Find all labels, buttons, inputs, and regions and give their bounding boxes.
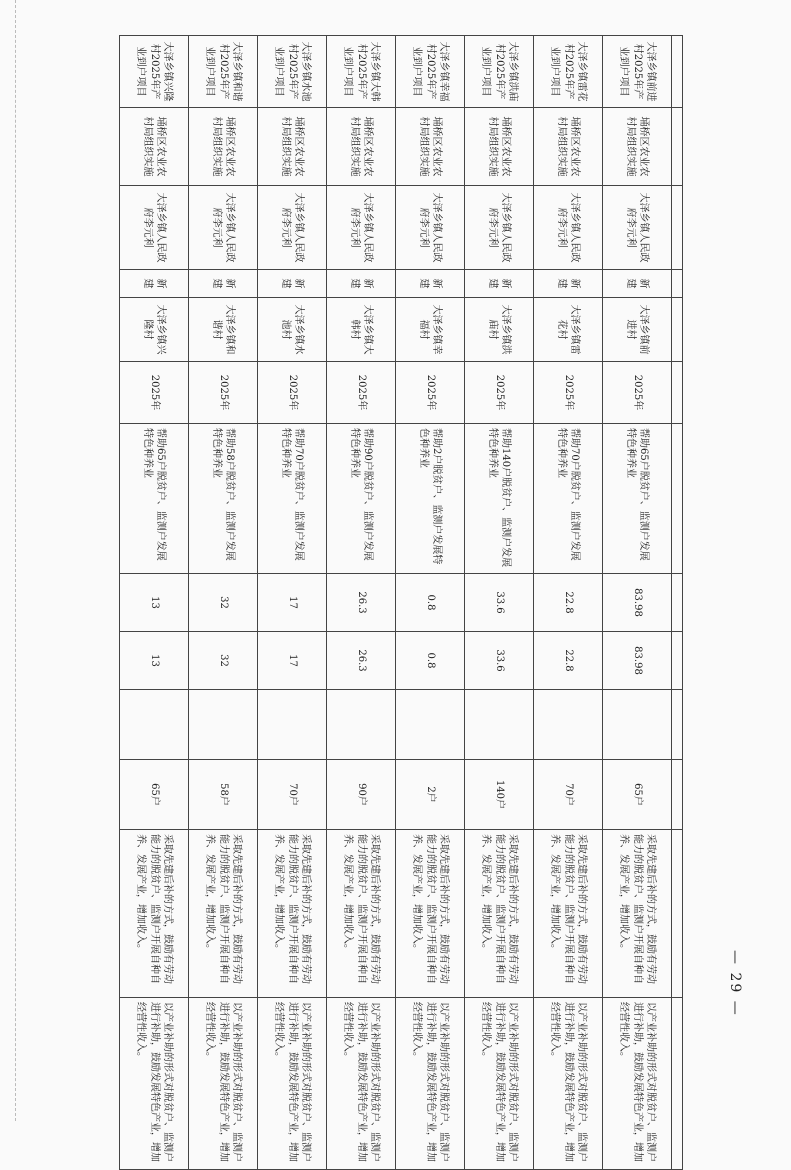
header-strip-cell	[672, 298, 683, 362]
table-header-strip	[672, 36, 683, 1170]
header-strip-cell	[672, 574, 683, 632]
table-row	[327, 36, 396, 1170]
location-cell: 大泽乡镇大韩村	[327, 298, 396, 362]
performance-goal-cell: 以产业补助的形式对脱贫户、监测户进行补助，鼓励发展特色产业，增加经营性收入。	[465, 998, 534, 1170]
completion-year-cell: 2025年	[465, 362, 534, 424]
location-cell: 大泽乡镇雷花村	[534, 298, 603, 362]
construction-type-cell: 新建	[465, 270, 534, 298]
page-edge-divider	[15, 0, 16, 1121]
project-name-cell: 大泽乡镇水池村2025年产业到户项目	[258, 36, 327, 108]
header-strip-cell	[672, 632, 683, 690]
fiscal-fund-cell: 22.8	[534, 632, 603, 690]
header-strip-cell	[672, 830, 683, 998]
table-row	[258, 36, 327, 1170]
construction-content-cell: 帮助70户脱贫户、监测户发展特色种养业	[534, 424, 603, 574]
location-cell: 大泽乡镇和谐村	[189, 298, 258, 362]
responsible-person-cell: 大泽乡镇人民政府李元利	[603, 186, 672, 270]
benefit-mechanism-cell: 采取先建后补的方式，鼓励有劳动能力的脱贫户、监测户开展自种自养、发展产业，增加收入。	[120, 830, 189, 998]
total-investment-cell: 22.8	[534, 574, 603, 632]
responsible-person-cell: 大泽乡镇人民政府李元利	[189, 186, 258, 270]
project-table	[119, 35, 683, 1170]
construction-type-cell: 新建	[534, 270, 603, 298]
header-strip-cell	[672, 362, 683, 424]
other-fund-cell	[189, 690, 258, 760]
other-fund-cell	[465, 690, 534, 760]
benefit-mechanism-cell: 采取先建后补的方式，鼓励有劳动能力的脱贫户、监测户开展自种自养、发展产业，增加收入。	[396, 830, 465, 998]
total-investment-cell: 83.98	[603, 574, 672, 632]
beneficiary-households-cell: 70户	[534, 760, 603, 830]
other-fund-cell	[396, 690, 465, 760]
total-investment-cell: 26.3	[327, 574, 396, 632]
construction-content-cell: 帮助90户脱贫户、监测户发展特色种养业	[327, 424, 396, 574]
implementing-unit-cell: 埇桥区农业农村局组织实施	[258, 108, 327, 186]
implementing-unit-cell: 埇桥区农业农村局组织实施	[120, 108, 189, 186]
responsible-person-cell: 大泽乡镇人民政府李元利	[465, 186, 534, 270]
performance-goal-cell: 以产业补助的形式对脱贫户、监测户进行补助，鼓励发展特色产业，增加经营性收入。	[327, 998, 396, 1170]
construction-type-cell: 新建	[258, 270, 327, 298]
total-investment-cell: 13	[120, 574, 189, 632]
location-cell: 大泽乡镇幸福村	[396, 298, 465, 362]
implementing-unit-cell: 埇桥区农业农村局组织实施	[327, 108, 396, 186]
implementing-unit-cell: 埇桥区农业农村局组织实施	[465, 108, 534, 186]
fiscal-fund-cell: 26.3	[327, 632, 396, 690]
responsible-person-cell: 大泽乡镇人民政府李元利	[327, 186, 396, 270]
completion-year-cell: 2025年	[120, 362, 189, 424]
beneficiary-households-cell: 90户	[327, 760, 396, 830]
project-name-cell: 大泽乡镇兴隆村2025年产业到户项目	[120, 36, 189, 108]
beneficiary-households-cell: 58户	[189, 760, 258, 830]
beneficiary-households-cell: 65户	[603, 760, 672, 830]
fiscal-fund-cell: 33.6	[465, 632, 534, 690]
performance-goal-cell: 以产业补助的形式对脱贫户、监测户进行补助，鼓励发展特色产业，增加经营性收入。	[258, 998, 327, 1170]
benefit-mechanism-cell: 采取先建后补的方式，鼓励有劳动能力的脱贫户、监测户开展自种自养、发展产业，增加收入。	[189, 830, 258, 998]
project-name-cell: 大泽乡镇大韩村2025年产业到户项目	[327, 36, 396, 108]
implementing-unit-cell: 埇桥区农业农村局组织实施	[189, 108, 258, 186]
benefit-mechanism-cell: 采取先建后补的方式，鼓励有劳动能力的脱贫户、监测户开展自种自养、发展产业，增加收入。	[258, 830, 327, 998]
other-fund-cell	[327, 690, 396, 760]
header-strip-cell	[672, 424, 683, 574]
performance-goal-cell: 以产业补助的形式对脱贫户、监测户进行补助，鼓励发展特色产业，增加经营性收入。	[189, 998, 258, 1170]
project-name-cell: 大泽乡镇和谐村2025年产业到户项目	[189, 36, 258, 108]
responsible-person-cell: 大泽乡镇人民政府李元利	[396, 186, 465, 270]
table-row	[120, 36, 189, 1170]
fiscal-fund-cell: 0.8	[396, 632, 465, 690]
benefit-mechanism-cell: 采取先建后补的方式，鼓励有劳动能力的脱贫户、监测户开展自种自养、发展产业，增加收入。	[603, 830, 672, 998]
header-strip-cell	[672, 186, 683, 270]
performance-goal-cell: 以产业补助的形式对脱贫户、监测户进行补助，鼓励发展特色产业，增加经营性收入。	[396, 998, 465, 1170]
table-row	[465, 36, 534, 1170]
project-name-cell: 大泽乡镇洪庙村2025年产业到户项目	[465, 36, 534, 108]
table-row	[189, 36, 258, 1170]
total-investment-cell: 17	[258, 574, 327, 632]
table-row	[603, 36, 672, 1170]
completion-year-cell: 2025年	[603, 362, 672, 424]
performance-goal-cell: 以产业补助的形式对脱贫户、监测户进行补助，鼓励发展特色产业，增加经营性收入。	[603, 998, 672, 1170]
completion-year-cell: 2025年	[327, 362, 396, 424]
header-strip-cell	[672, 36, 683, 108]
beneficiary-households-cell: 65户	[120, 760, 189, 830]
project-name-cell: 大泽乡镇雷花村2025年产业到户项目	[534, 36, 603, 108]
table-row	[396, 36, 465, 1170]
implementing-unit-cell: 埇桥区农业农村局组织实施	[603, 108, 672, 186]
construction-type-cell: 新建	[327, 270, 396, 298]
construction-content-cell: 帮助65户脱贫户、监测户发展特色种养业	[120, 424, 189, 574]
construction-type-cell: 新建	[603, 270, 672, 298]
table-row	[534, 36, 603, 1170]
project-name-cell: 大泽乡镇幸福村2025年产业到户项目	[396, 36, 465, 108]
benefit-mechanism-cell: 采取先建后补的方式，鼓励有劳动能力的脱贫户、监测户开展自种自养、发展产业，增加收入。	[465, 830, 534, 998]
construction-content-cell: 帮助2户脱贫户、监测户发展特色种养业	[396, 424, 465, 574]
header-strip-cell	[672, 270, 683, 298]
location-cell: 大泽乡镇洪庙村	[465, 298, 534, 362]
fiscal-fund-cell: 13	[120, 632, 189, 690]
location-cell: 大泽乡镇前进村	[603, 298, 672, 362]
total-investment-cell: 0.8	[396, 574, 465, 632]
header-strip-cell	[672, 760, 683, 830]
project-name-cell: 大泽乡镇前进村2025年产业到户项目	[603, 36, 672, 108]
fiscal-fund-cell: 32	[189, 632, 258, 690]
total-investment-cell: 32	[189, 574, 258, 632]
responsible-person-cell: 大泽乡镇人民政府李元利	[258, 186, 327, 270]
location-cell: 大泽乡镇水池村	[258, 298, 327, 362]
page-number: — 29 —	[727, 950, 743, 1017]
responsible-person-cell: 大泽乡镇人民政府李元利	[534, 186, 603, 270]
beneficiary-households-cell: 2户	[396, 760, 465, 830]
other-fund-cell	[603, 690, 672, 760]
performance-goal-cell: 以产业补助的形式对脱贫户、监测户进行补助，鼓励发展特色产业，增加经营性收入。	[534, 998, 603, 1170]
performance-goal-cell: 以产业补助的形式对脱贫户、监测户进行补助，鼓励发展特色产业，增加经营性收入。	[120, 998, 189, 1170]
construction-type-cell: 新建	[189, 270, 258, 298]
benefit-mechanism-cell: 采取先建后补的方式，鼓励有劳动能力的脱贫户、监测户开展自种自养、发展产业，增加收入。	[327, 830, 396, 998]
header-strip-cell	[672, 108, 683, 186]
construction-content-cell: 帮助140户脱贫户、监测户发展特色种养业	[465, 424, 534, 574]
completion-year-cell: 2025年	[534, 362, 603, 424]
construction-type-cell: 新建	[396, 270, 465, 298]
header-strip-cell	[672, 690, 683, 760]
other-fund-cell	[120, 690, 189, 760]
beneficiary-households-cell: 140户	[465, 760, 534, 830]
responsible-person-cell: 大泽乡镇人民政府李元利	[120, 186, 189, 270]
implementing-unit-cell: 埇桥区农业农村局组织实施	[534, 108, 603, 186]
beneficiary-households-cell: 70户	[258, 760, 327, 830]
other-fund-cell	[258, 690, 327, 760]
fiscal-fund-cell: 83.98	[603, 632, 672, 690]
completion-year-cell: 2025年	[258, 362, 327, 424]
completion-year-cell: 2025年	[396, 362, 465, 424]
construction-content-cell: 帮助65户脱贫户、监测户发展特色种养业	[603, 424, 672, 574]
completion-year-cell: 2025年	[189, 362, 258, 424]
benefit-mechanism-cell: 采取先建后补的方式，鼓励有劳动能力的脱贫户、监测户开展自种自养、发展产业，增加收入。	[534, 830, 603, 998]
fiscal-fund-cell: 17	[258, 632, 327, 690]
total-investment-cell: 33.6	[465, 574, 534, 632]
construction-type-cell: 新建	[120, 270, 189, 298]
header-strip-cell	[672, 998, 683, 1170]
construction-content-cell: 帮助58户脱贫户、监测户发展特色种养业	[189, 424, 258, 574]
implementing-unit-cell: 埇桥区农业农村局组织实施	[396, 108, 465, 186]
construction-content-cell: 帮助70户脱贫户、监测户发展特色种养业	[258, 424, 327, 574]
other-fund-cell	[534, 690, 603, 760]
location-cell: 大泽乡镇兴隆村	[120, 298, 189, 362]
